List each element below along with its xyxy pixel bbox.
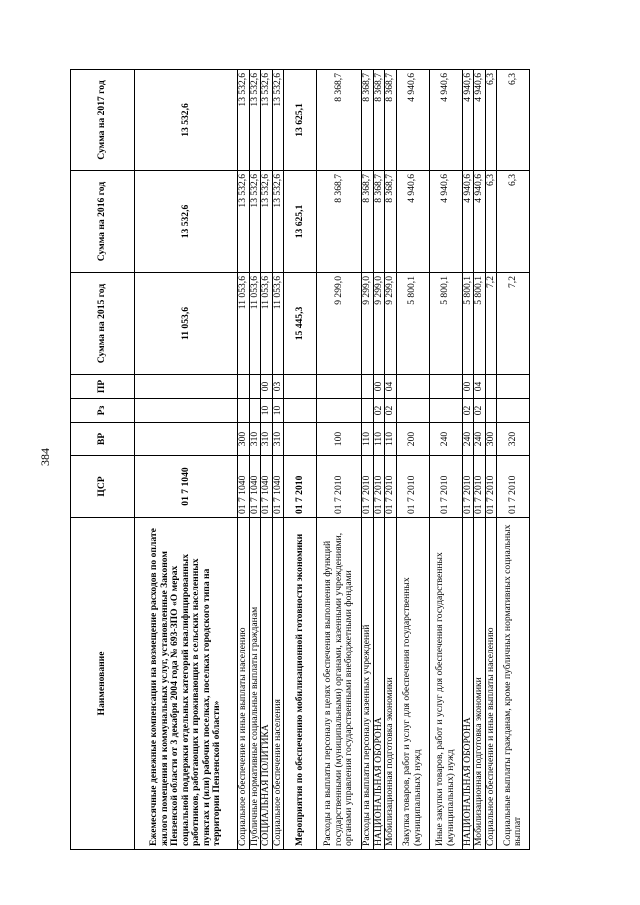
row-csr: 01 7 1040 bbox=[261, 456, 273, 518]
row-vr: 310 bbox=[249, 423, 261, 456]
row-csr: 01 7 2010 bbox=[429, 456, 462, 518]
row-rz bbox=[249, 399, 261, 423]
row-rz bbox=[396, 399, 429, 423]
header-pr: ПР bbox=[71, 375, 135, 399]
budget-table bbox=[70, 69, 530, 850]
row-2017: 6,3 bbox=[497, 70, 530, 171]
row-pr: 00 bbox=[261, 375, 273, 399]
row-vr: 110 bbox=[373, 423, 385, 456]
row-pr bbox=[396, 375, 429, 399]
row-2017: 8 368,7 bbox=[373, 70, 385, 171]
row-rz: 02 bbox=[373, 399, 385, 423]
row-csr: 01 7 2010 bbox=[284, 456, 317, 518]
row-2017: 13 532,6 bbox=[261, 70, 273, 171]
table-row bbox=[272, 70, 284, 850]
table-row bbox=[474, 70, 486, 850]
row-2016: 4 940,6 bbox=[429, 171, 462, 273]
row-2016: 6,3 bbox=[485, 171, 497, 273]
row-pr bbox=[135, 375, 238, 399]
row-2015: 7,2 bbox=[485, 273, 497, 375]
row-csr: 01 7 1040 bbox=[272, 456, 284, 518]
row-csr: 01 7 2010 bbox=[385, 456, 397, 518]
row-csr: 01 7 2010 bbox=[317, 456, 362, 518]
row-pr bbox=[429, 375, 462, 399]
row-rz bbox=[485, 399, 497, 423]
row-2016: 13 532,6 bbox=[249, 171, 261, 273]
row-2016: 8 368,7 bbox=[385, 171, 397, 273]
row-pr bbox=[284, 375, 317, 399]
row-pr: 04 bbox=[385, 375, 397, 399]
row-2016: 13 532,6 bbox=[135, 171, 238, 273]
table-row bbox=[396, 70, 429, 850]
row-2015: 5 800,1 bbox=[462, 273, 474, 375]
row-2015: 9 299,0 bbox=[385, 273, 397, 375]
row-vr: 310 bbox=[261, 423, 273, 456]
header-2016: Сумма на 2016 год bbox=[71, 171, 135, 273]
row-name: Мероприятия по обеспечению мобилизационной готовности экономики bbox=[284, 518, 317, 850]
row-2015: 11 053,6 bbox=[272, 273, 284, 375]
row-2015: 7,2 bbox=[497, 273, 530, 375]
row-2016: 6,3 bbox=[497, 171, 530, 273]
table-row bbox=[429, 70, 462, 850]
row-name: Мобилизационная подготовка экономики bbox=[474, 518, 486, 850]
row-2016: 8 368,7 bbox=[373, 171, 385, 273]
row-name: НАЦИОНАЛЬНАЯ ОБОРОНА bbox=[373, 518, 385, 850]
row-2017: 4 940,6 bbox=[429, 70, 462, 171]
row-rz: 02 bbox=[474, 399, 486, 423]
row-name: Социальное обеспечение и иные выплаты населению bbox=[238, 518, 250, 850]
row-2017: 4 940,6 bbox=[462, 70, 474, 171]
header-2015: Сумма на 2015 год bbox=[71, 273, 135, 375]
row-vr: 300 bbox=[238, 423, 250, 456]
row-name: Расходы на выплаты персоналу в целях обеспечения выполнения функций государственными (муниципальными) органами, казенными учреждениями, органами управления государственными внебюджетными фондами bbox=[317, 518, 362, 850]
row-vr: 240 bbox=[429, 423, 462, 456]
table-row bbox=[317, 70, 362, 850]
row-2017: 6,3 bbox=[485, 70, 497, 171]
row-2016: 13 532,6 bbox=[261, 171, 273, 273]
row-name: Мобилизационная подготовка экономики bbox=[385, 518, 397, 850]
row-pr bbox=[249, 375, 261, 399]
row-csr: 01 7 1040 bbox=[135, 456, 238, 518]
row-rz: 02 bbox=[462, 399, 474, 423]
row-vr bbox=[135, 423, 238, 456]
row-2017: 13 625,1 bbox=[284, 70, 317, 171]
row-pr bbox=[485, 375, 497, 399]
table-row bbox=[462, 70, 474, 850]
row-2015: 11 053,6 bbox=[261, 273, 273, 375]
row-pr: 04 bbox=[474, 375, 486, 399]
row-rz bbox=[317, 399, 362, 423]
header-name: Наименование bbox=[71, 518, 135, 850]
row-2016: 13 532,6 bbox=[272, 171, 284, 273]
row-rz bbox=[497, 399, 530, 423]
table-row bbox=[485, 70, 497, 850]
row-2017: 13 532,6 bbox=[135, 70, 238, 171]
row-rz: 10 bbox=[272, 399, 284, 423]
row-pr: 00 bbox=[462, 375, 474, 399]
row-2015: 5 800,1 bbox=[396, 273, 429, 375]
row-pr bbox=[497, 375, 530, 399]
row-vr: 240 bbox=[462, 423, 474, 456]
row-name: Социальное обеспечение населения bbox=[272, 518, 284, 850]
row-name: Закупка товаров, работ и услуг для обеспечения государственных (муниципальных) нужд bbox=[396, 518, 429, 850]
row-csr: 01 7 1040 bbox=[238, 456, 250, 518]
row-vr: 320 bbox=[497, 423, 530, 456]
row-2016: 4 940,6 bbox=[396, 171, 429, 273]
row-name: Социальное обеспечение и иные выплаты населению bbox=[485, 518, 497, 850]
row-2015: 9 299,0 bbox=[317, 273, 362, 375]
row-vr: 100 bbox=[317, 423, 362, 456]
row-vr: 200 bbox=[396, 423, 429, 456]
row-name: СОЦИАЛЬНАЯ ПОЛИТИКА bbox=[261, 518, 273, 850]
row-vr: 310 bbox=[272, 423, 284, 456]
row-csr: 01 7 2010 bbox=[485, 456, 497, 518]
row-rz bbox=[362, 399, 374, 423]
row-rz bbox=[284, 399, 317, 423]
row-csr: 01 7 1040 bbox=[249, 456, 261, 518]
row-name: Иные закупки товаров, работ и услуг для обеспечения государственных (муниципальных) нужд bbox=[429, 518, 462, 850]
row-name: Социальные выплаты гражданам, кроме публичных нормативных социальных выплат bbox=[497, 518, 530, 850]
row-vr: 300 bbox=[485, 423, 497, 456]
row-2015: 11 053,6 bbox=[238, 273, 250, 375]
row-2016: 4 940,6 bbox=[474, 171, 486, 273]
row-2015: 11 053,6 bbox=[249, 273, 261, 375]
row-2016: 4 940,6 bbox=[462, 171, 474, 273]
row-2015: 11 053,6 bbox=[135, 273, 238, 375]
table-row bbox=[238, 70, 250, 850]
row-2015: 5 800,1 bbox=[429, 273, 462, 375]
row-vr: 110 bbox=[362, 423, 374, 456]
row-2016: 13 625,1 bbox=[284, 171, 317, 273]
header-2017: Сумма на 2017 год bbox=[71, 70, 135, 171]
table-row bbox=[497, 70, 530, 850]
table-row bbox=[284, 70, 317, 850]
budget-table-container bbox=[70, 70, 575, 850]
page-number: 384 bbox=[38, 448, 52, 466]
row-name: Расходы на выплаты персоналу казенных учреждений bbox=[362, 518, 374, 850]
row-2017: 8 368,7 bbox=[317, 70, 362, 171]
row-rz bbox=[135, 399, 238, 423]
row-pr bbox=[238, 375, 250, 399]
row-rz bbox=[238, 399, 250, 423]
row-csr: 01 7 2010 bbox=[396, 456, 429, 518]
row-2016: 8 368,7 bbox=[317, 171, 362, 273]
row-csr: 01 7 2010 bbox=[474, 456, 486, 518]
header-rz: Рз bbox=[71, 399, 135, 423]
row-2015: 15 445,3 bbox=[284, 273, 317, 375]
row-2015: 9 299,0 bbox=[362, 273, 374, 375]
header-row bbox=[71, 70, 135, 850]
row-vr: 110 bbox=[385, 423, 397, 456]
row-name: Ежемесячные денежные компенсации на возмещение расходов по оплате жилого помещения и коммунальных услуг, установленные Законом Пензенской области от 3 декабря 2004 года № 693-ЗПО «О мерах социальной поддержки отдельных категорий квалифицированных работников, работающих и проживающих в сельских населенных пунктах и (или) рабочих поселках, поселках городского типа на территории Пензенской области» bbox=[135, 518, 238, 850]
row-2017: 4 940,6 bbox=[474, 70, 486, 171]
row-csr: 01 7 2010 bbox=[362, 456, 374, 518]
row-name: НАЦИОНАЛЬНАЯ ОБОРОНА bbox=[462, 518, 474, 850]
row-csr: 01 7 2010 bbox=[462, 456, 474, 518]
row-2015: 9 299,0 bbox=[373, 273, 385, 375]
row-2016: 13 532,6 bbox=[238, 171, 250, 273]
row-csr: 01 7 2010 bbox=[373, 456, 385, 518]
table-row bbox=[261, 70, 273, 850]
row-pr bbox=[362, 375, 374, 399]
row-pr: 00 bbox=[373, 375, 385, 399]
row-2017: 13 532,6 bbox=[238, 70, 250, 171]
row-2017: 13 532,6 bbox=[272, 70, 284, 171]
header-vr: ВР bbox=[71, 423, 135, 456]
table-row bbox=[373, 70, 385, 850]
row-2017: 8 368,7 bbox=[385, 70, 397, 171]
row-2017: 8 368,7 bbox=[362, 70, 374, 171]
row-rz: 02 bbox=[385, 399, 397, 423]
row-csr: 01 7 2010 bbox=[497, 456, 530, 518]
table-row bbox=[135, 70, 238, 850]
row-2017: 4 940,6 bbox=[396, 70, 429, 171]
row-vr: 240 bbox=[474, 423, 486, 456]
row-2016: 8 368,7 bbox=[362, 171, 374, 273]
table-row bbox=[385, 70, 397, 850]
row-vr bbox=[284, 423, 317, 456]
header-csr: ЦСР bbox=[71, 456, 135, 518]
row-rz: 10 bbox=[261, 399, 273, 423]
row-2015: 5 800,1 bbox=[474, 273, 486, 375]
table-row bbox=[249, 70, 261, 850]
row-pr bbox=[317, 375, 362, 399]
row-name: Публичные нормативные социальные выплаты гражданам bbox=[249, 518, 261, 850]
row-rz bbox=[429, 399, 462, 423]
table-row bbox=[362, 70, 374, 850]
row-2017: 13 532,6 bbox=[249, 70, 261, 171]
row-pr: 03 bbox=[272, 375, 284, 399]
